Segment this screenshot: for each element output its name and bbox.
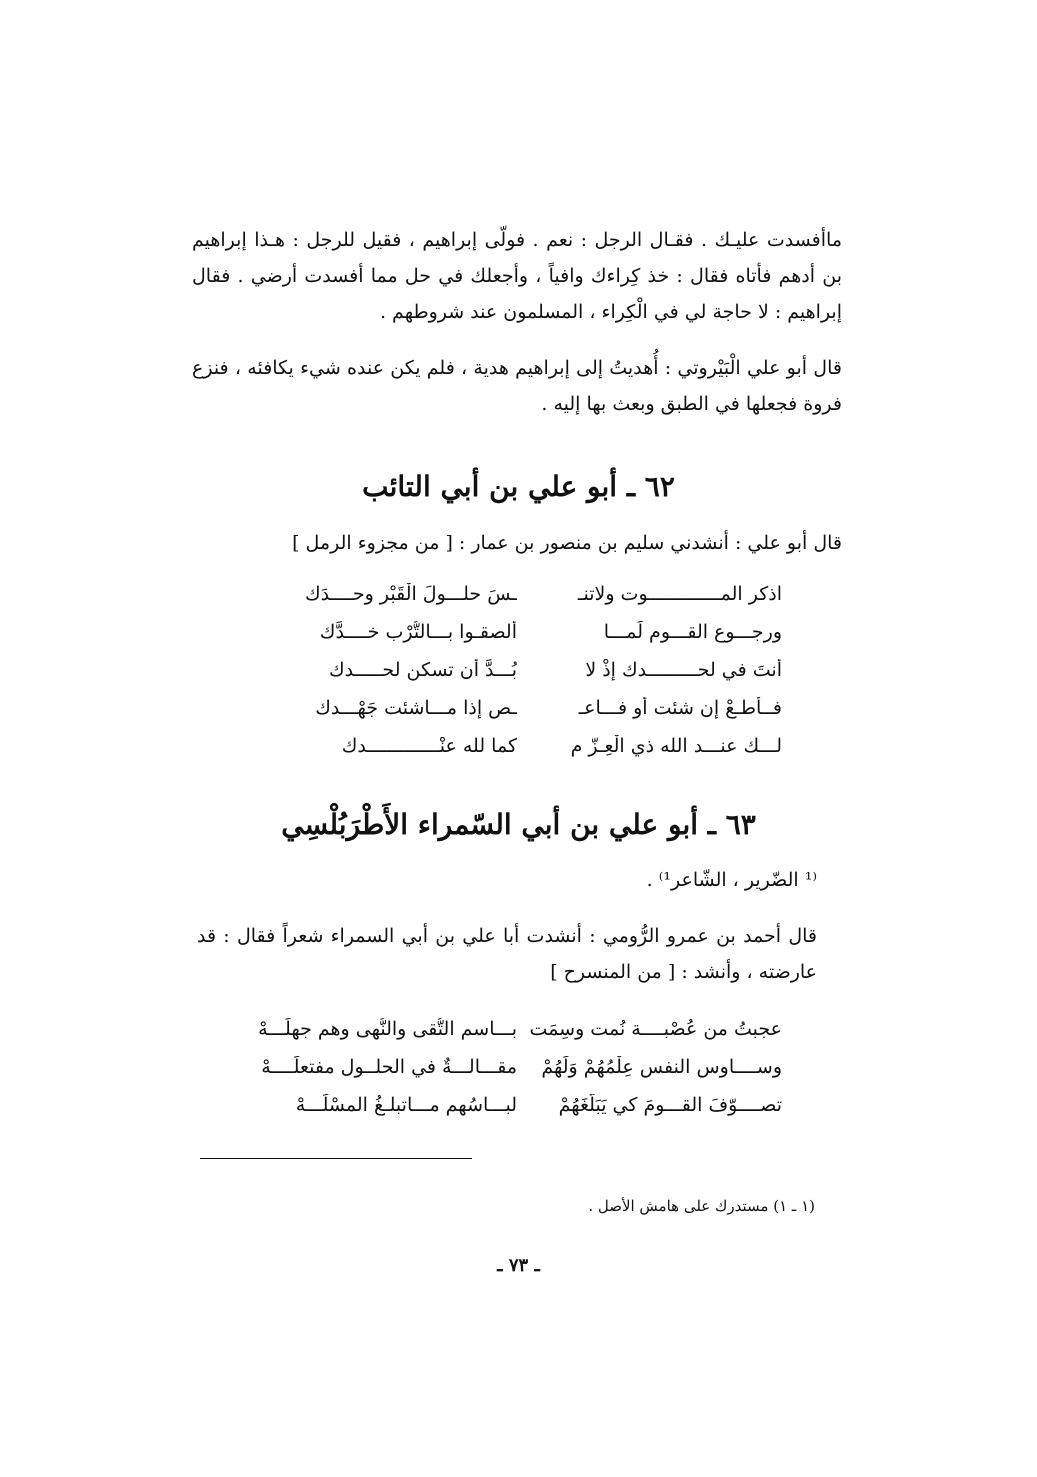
page-number: ـ ٧٣ ـ [497,1255,540,1276]
section-62-poem [242,575,782,765]
verse-second-hemistich: ألصقـوا بـــالتُّرْب خــــدَّك [319,621,517,643]
verse-second-hemistich: بُـــدَّ أن تسكن لحـــــدك [328,659,517,681]
verse-first-hemistich: تصــــوّفَ القـــومَ كي يَبَلّغَهُمْ [558,1094,782,1116]
verse-line [242,689,782,727]
verse-second-hemistich: مقـــالـــةٌ في الحلــول مفتعلَــــهْ [261,1056,517,1078]
verse-second-hemistich: لبـــاسُهم مـــاتبلـغُ المسْلَـــهْ [295,1094,517,1116]
footnote: (١ ـ ١) مستدرك على هامش الأصل . [588,1197,815,1215]
verse-first-hemistich: أنتَ في لحـــــــــدك إذْ لا [585,659,782,681]
verse-first-hemistich: لـــك عنـــد الله ذي الْعِـزّ م [570,735,782,757]
verse-second-hemistich: بـــاسم التُّقى والنُّهى وهم جهلَـــهْ [258,1018,517,1040]
verse-first-hemistich: ورجـــوع القـــوم لَمـــا [603,621,782,643]
verse-line [242,1048,782,1086]
section-63-heading: ٦٣ ـ أبو علي بن أبي السّمراء الأَطْرَبُلْسِي [281,808,756,841]
verse-line [242,727,782,765]
verse-second-hemistich: ـسَ حلـــولَ الْقَبْر وحــــدَك [305,583,517,605]
verse-line [242,1086,782,1124]
verse-line [242,613,782,651]
verse-second-hemistich: ـص إذا مـــاشئت جَهْـــدك [315,697,517,719]
verse-first-hemistich: اذكر المـــــــــــــوت ولاتنـ [577,583,782,605]
footnote-divider [200,1158,472,1159]
section-63-subtitle: ⁽¹ الضّرير ، الشّاعر¹⁾ . [646,869,817,891]
verse-first-hemistich: فــأطـعْ إن شئت أو فـــاعـ [578,697,782,719]
section-63-intro: قال أحمد بن عمرو الرُّومي : أنشدت أبا علي بن أبي السمراء شعراً فقال : قد عارضته ، وأنشد : [ من المنسرح ] [197,925,817,983]
section-62-heading: ٦٢ ـ أبو علي بن أبي التائب [362,470,675,503]
body-paragraph-1: ماأفسدت عليـك . فقـال الرجل : نعم . فولّى إبراهيم ، فقيل للرجل : هـذا إبراهيم بن أدهم فأتاه فقال : خذ كِراءك وافياً ، وأجعلك في حل مما أفسدت أرضي . فقال إبراهيم : لا حاجة لي في الْكِراء ، المسلمون عند شروطهم . [192,229,842,323]
body-paragraph-2: قال أبو علي الْبَيْروتي : أُهديتُ إلى إبراهيم هدية ، فلم يكن عنده شيء يكافئه ، فنزع فروة فجعلها في الطبق وبعث بها إليه . [192,357,842,415]
verse-second-hemistich: كما لله عنْـــــــــــــدك [341,735,517,757]
section-63-poem [242,1010,782,1124]
verse-first-hemistich: عجبتُ من عُصْبــــة نُمت وسِمَت [529,1018,782,1040]
section-62-intro: قال أبو علي : أنشدني سليم بن منصور بن عمار : [ من مجزوء الرمل ] [292,532,842,554]
verse-first-hemistich: وســــاوس النفس عِلْمُهُمْ وَلَهُمْ [541,1056,782,1078]
verse-line [242,575,782,613]
verse-line [242,1010,782,1048]
verse-line [242,651,782,689]
